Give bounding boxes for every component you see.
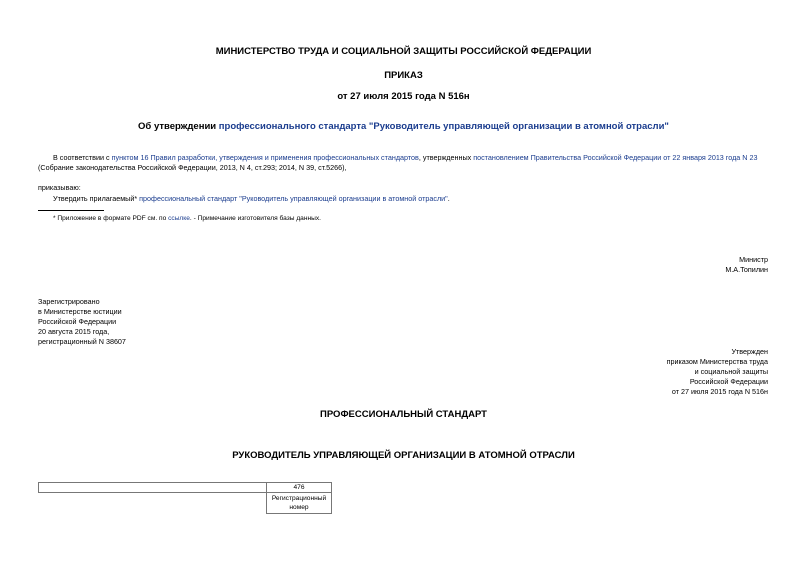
approval-line: приказом Министерства труда <box>666 357 768 366</box>
p1-text-b: , утвержденных <box>418 153 474 162</box>
approval-line: и социальной защиты <box>694 367 768 376</box>
document-title <box>0 121 807 132</box>
footnote-separator <box>38 210 104 211</box>
registration-line: Зарегистрировано <box>38 297 100 306</box>
approval-line: Утвержден <box>731 347 768 356</box>
footnote-link[interactable]: ссылке <box>168 215 190 222</box>
registration-line: 20 августа 2015 года, <box>38 327 110 336</box>
registration-line: регистрационный N 38607 <box>38 337 126 346</box>
registration-line: в Министерстве юстиции <box>38 307 122 316</box>
p3-text-a: Утвердить прилагаемый* <box>53 194 140 203</box>
footnote-text-b: . - Примечание изготовителя базы данных. <box>189 215 322 222</box>
approval-line: от 27 июля 2015 года N 516н <box>671 387 768 396</box>
reg-label-line: номер <box>289 504 309 511</box>
paragraph-approve <box>53 194 450 204</box>
standard-heading: ПРОФЕССИОНАЛЬНЫЙ СТАНДАРТ <box>320 409 487 420</box>
paragraph-basis <box>53 153 773 163</box>
footnote <box>53 215 321 222</box>
p1-continuation: (Собрание законодательства Российской Федерации, 2013, N 4, ст.293; 2014, N 39, ст.5266), <box>38 163 347 172</box>
reg-number-value: 476 <box>267 483 332 493</box>
table-cell-empty <box>39 493 267 514</box>
standard-name: РУКОВОДИТЕЛЬ УПРАВЛЯЮЩЕЙ ОРГАНИЗАЦИИ В АТОМНОЙ ОТРАСЛИ <box>232 450 575 461</box>
registration-number-table <box>38 482 332 514</box>
reg-label-line: Регистрационный <box>271 495 327 502</box>
table-cell-empty <box>39 483 267 493</box>
doc-date-number: от 27 июля 2015 года N 516н <box>337 91 470 102</box>
signature-name: М.А.Топилин <box>725 265 768 274</box>
signature-position: Министр <box>739 255 768 264</box>
title-prefix: Об утверждении <box>138 121 219 132</box>
reg-number-label <box>267 493 332 514</box>
government-resolution-link[interactable]: постановлением Правительства Российской Федерации от 22 января 2013 года N 23 <box>473 153 758 162</box>
title-standard-link[interactable]: профессионального стандарта "Руководитель управляющей организации в атомной отрасли" <box>218 121 669 132</box>
approval-line: Российской Федерации <box>689 377 768 386</box>
table-row <box>39 483 332 493</box>
table-row <box>39 493 332 514</box>
registration-line: Российской Федерации <box>38 317 117 326</box>
registration-block <box>38 297 126 347</box>
doc-type-heading: ПРИКАЗ <box>384 70 423 81</box>
paragraph-order: приказываю: <box>38 183 81 192</box>
standard-link[interactable]: профессиональный стандарт "Руководитель управляющей организации в атомной отрасли" <box>139 194 448 203</box>
footnote-text-a: * Приложение в формате PDF см. по <box>53 215 169 222</box>
p3-text-b: . <box>447 194 450 203</box>
approval-block <box>560 347 768 397</box>
p1-text-a: В соответствии с <box>53 153 112 162</box>
rules-link[interactable]: пунктом 16 Правил разработки, утверждения и применения профессиональных стандартов <box>111 153 419 162</box>
ministry-heading: МИНИСТЕРСТВО ТРУДА И СОЦИАЛЬНОЙ ЗАЩИТЫ РОССИЙСКОЙ ФЕДЕРАЦИИ <box>215 46 592 57</box>
